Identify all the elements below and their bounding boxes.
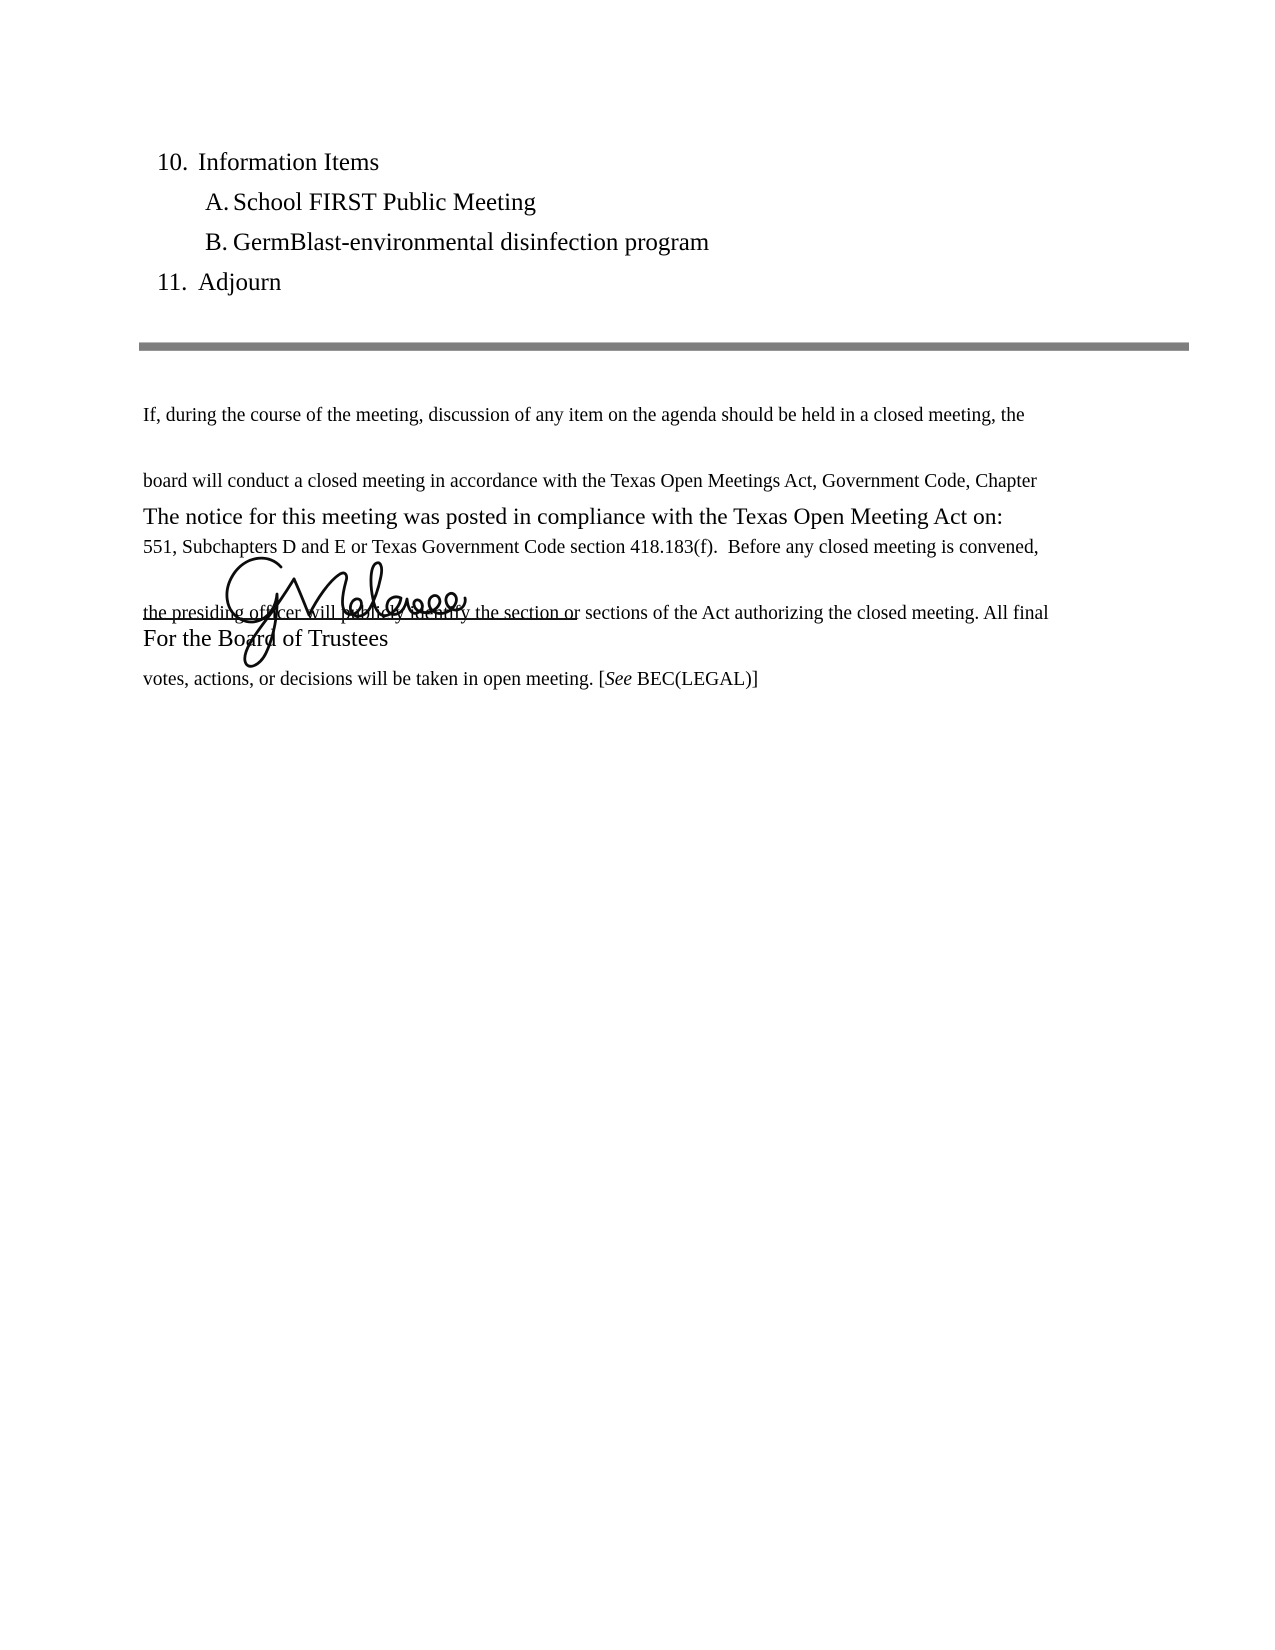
- signature-stroke-loop-j: [227, 558, 294, 666]
- section-divider: [139, 342, 1189, 351]
- legal-line: the presiding officer will publicly identify the section or sections of the Act authorizing the closed meeting. All final: [143, 603, 1049, 624]
- signature-caption: For the Board of Trustees: [143, 626, 389, 652]
- agenda-list: [157, 148, 709, 308]
- signature-velasco-image: [218, 552, 483, 677]
- legal-line: board will conduct a closed meeting in accordance with the Texas Open Meetings Act, Government Code, Chapter: [143, 471, 1037, 492]
- notice-line: The notice for this meeting was posted in compliance with the Texas Open Meeting Act on:: [143, 504, 1004, 530]
- legal-line: 551, Subchapters D and E or Texas Government Code section 418.183(f). Before any closed meeting is convened,: [143, 537, 1039, 558]
- item-marker: A.: [205, 189, 230, 216]
- item-label: GermBlast-environmental disinfection program: [233, 229, 710, 256]
- legal-line: If, during the course of the meeting, discussion of any item on the agenda should be held in a closed meeting, the: [143, 405, 1025, 426]
- agenda-item: [157, 148, 709, 177]
- item-label: Information Items: [198, 149, 380, 176]
- agenda-item: [205, 188, 709, 217]
- item-label: School FIRST Public Meeting: [233, 189, 537, 216]
- item-label: Adjourn: [198, 269, 282, 296]
- legal-line-suffix: BEC(LEGAL)]: [632, 669, 759, 690]
- item-marker: 10.: [157, 149, 189, 176]
- legal-paragraph: [143, 361, 1049, 735]
- item-marker: B.: [205, 229, 228, 256]
- item-marker: 11.: [157, 269, 188, 296]
- legal-see-reference: See: [604, 669, 632, 690]
- agenda-item: [205, 228, 709, 257]
- signature-stroke-velasco: [294, 563, 465, 616]
- agenda-item: [157, 268, 709, 297]
- legal-line-prefix: votes, actions, or decisions will be taken in open meeting. [: [143, 669, 605, 690]
